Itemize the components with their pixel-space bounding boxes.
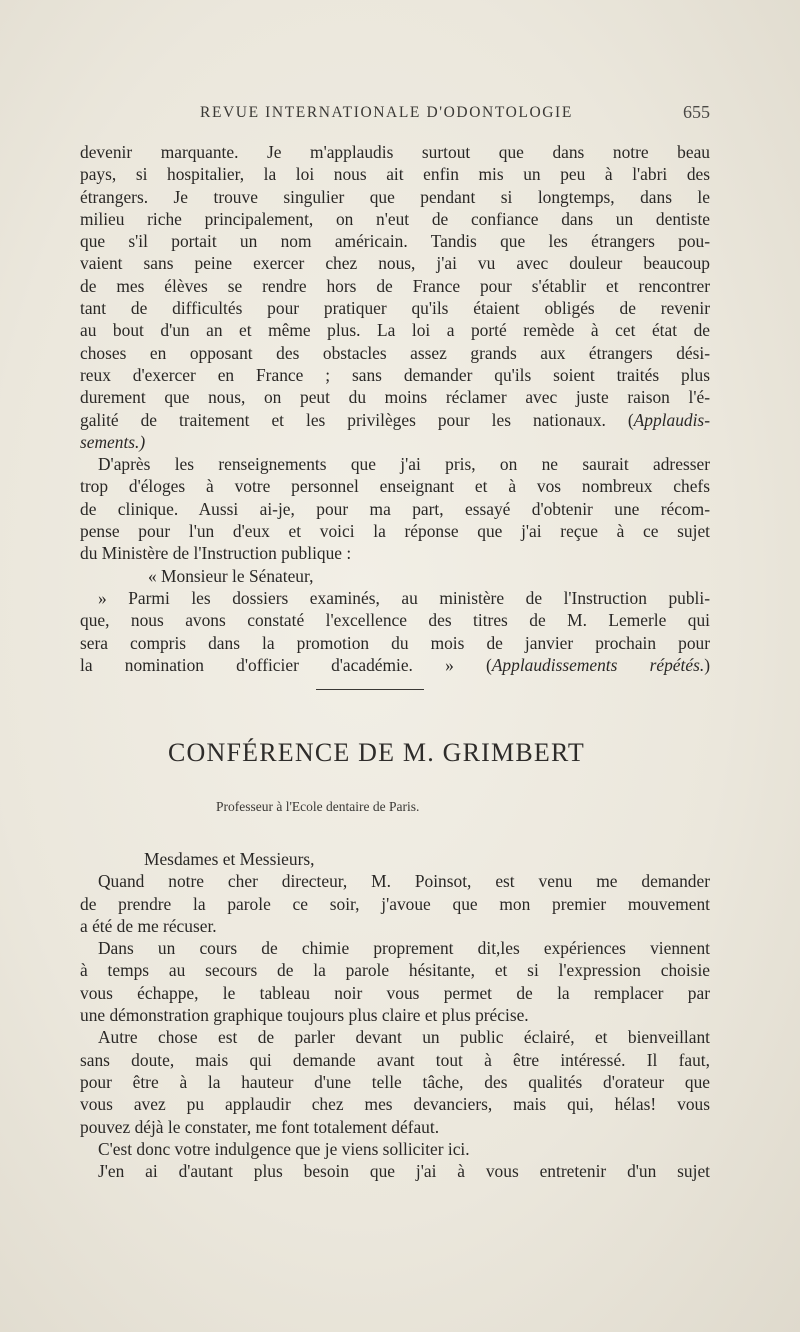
text-line: pour être à la hauteur d'une telle tâche, des qualités d'orateur que (80, 1071, 710, 1092)
text-fragment: la nomination d'officier d'académie. » ( (80, 654, 492, 675)
section-title: CONFÉRENCE DE M. GRIMBERT (168, 738, 586, 767)
text-line: une démonstration graphique toujours plus claire et plus précise. (80, 1005, 529, 1026)
text-line: milieu riche principalement, on n'eut de confiance dans un dentiste (80, 208, 710, 229)
lecture-salutation: Mesdames et Messieurs, (144, 849, 315, 869)
text-line: D'après les renseignements que j'ai pris, on ne saurait adresser (98, 454, 710, 475)
speech-text (80, 141, 710, 676)
text-line: devenir marquante. Je m'applaudis surtout que dans notre beau (80, 142, 710, 162)
text-line-with-applause (80, 409, 710, 431)
text-line: vaient sans peine exercer chez nous, j'ai vu avec douleur beaucoup (80, 253, 710, 274)
lecture-text (80, 848, 710, 1182)
text-line: Quand notre cher directeur, M. Poinsot, est venu me demander (98, 871, 710, 892)
text-line: que, nous avons constaté l'excellence des titres de M. Lemerle qui (80, 610, 710, 631)
text-line: tant de difficultés pour pratiquer qu'ils étaient obligés de revenir (80, 298, 710, 319)
applause-note: sements.) (80, 431, 146, 452)
text-line: » Parmi les dossiers examinés, au ministère de l'Instruction publi- (98, 587, 710, 608)
text-line: sera compris dans la promotion du mois de janvier prochain pour (80, 632, 710, 653)
text-line: que s'il portait un nom américain. Tandis que les étrangers pou- (80, 231, 710, 252)
applause-note: Applaudissements répétés. (491, 654, 705, 675)
closing-paren: ) (704, 654, 710, 675)
text-line: à temps au secours de la parole hésitante, et si l'expression choisie (80, 960, 710, 981)
text-line: au bout d'un an et même plus. La loi a porté remède à cet état de (80, 320, 710, 341)
text-line: J'en ai d'autant plus besoin que j'ai à vous entretenir d'un sujet (98, 1161, 710, 1182)
text-line: de clinique. Aussi ai-je, pour ma part, essayé d'obtenir une récom- (80, 498, 710, 519)
text-line: vous échappe, le tableau noir vous permet de la remplacer par (80, 982, 710, 1003)
text-line: trop d'éloges à votre personnel enseignant et à vos nombreux chefs (80, 476, 710, 497)
text-line: pense pour l'un d'eux et voici la réponse que j'ai reçue à ce sujet (80, 521, 710, 542)
text-line-with-applause (80, 654, 710, 676)
text-line: de prendre la parole ce soir, j'avoue que mon premier mouvement (80, 893, 710, 914)
text-line: Dans un cours de chimie proprement dit,les expériences viennent (98, 938, 710, 959)
applause-note: Applaudis- (633, 409, 710, 430)
text-line: pouvez déjà le constater, me font totalement défaut. (80, 1116, 440, 1137)
text-line: sans doute, mais qui demande avant tout à être intéressé. Il faut, (80, 1049, 710, 1070)
section-divider (316, 689, 424, 690)
text-line: étrangers. Je trouve singulier que pendant si longtemps, dans le (80, 186, 710, 207)
text-line-applause-end (80, 431, 710, 453)
text-line: de mes élèves se rendre hors de France pour s'établir et rencontrer (80, 275, 710, 296)
text-line: choses en opposant des obstacles assez grands aux étrangers dési- (80, 342, 710, 363)
text-line: C'est donc votre indulgence que je viens solliciter ici. (98, 1138, 470, 1159)
text-line: Autre chose est de parler devant un public éclairé, et bienveillant (98, 1027, 710, 1048)
text-line: reux d'exercer en France ; sans demander qu'ils soient traités plus (80, 364, 710, 385)
section-subtitle: Professeur à l'Ecole dentaire de Paris. (216, 799, 420, 814)
text-line: pays, si hospitalier, la loi nous ait enfin mis un peu à l'abri des (80, 164, 710, 185)
text-line: durement que nous, on peut du moins réclamer avec juste raison l'é- (80, 387, 710, 408)
page-number: 655 (683, 102, 710, 122)
text-line: vous avez pu applaudir chez mes devanciers, mais qui, hélas! vous (80, 1094, 710, 1115)
letter-salutation: « Monsieur le Sénateur, (148, 565, 314, 586)
text-line: a été de me récuser. (80, 915, 217, 936)
text-line: du Ministère de l'Instruction publique : (80, 543, 352, 564)
running-title: REVUE INTERNATIONALE D'ODONTOLOGIE (200, 104, 573, 121)
text-fragment: galité de traitement et les privilèges pour les nationaux. ( (80, 409, 634, 430)
page-header (80, 104, 710, 128)
